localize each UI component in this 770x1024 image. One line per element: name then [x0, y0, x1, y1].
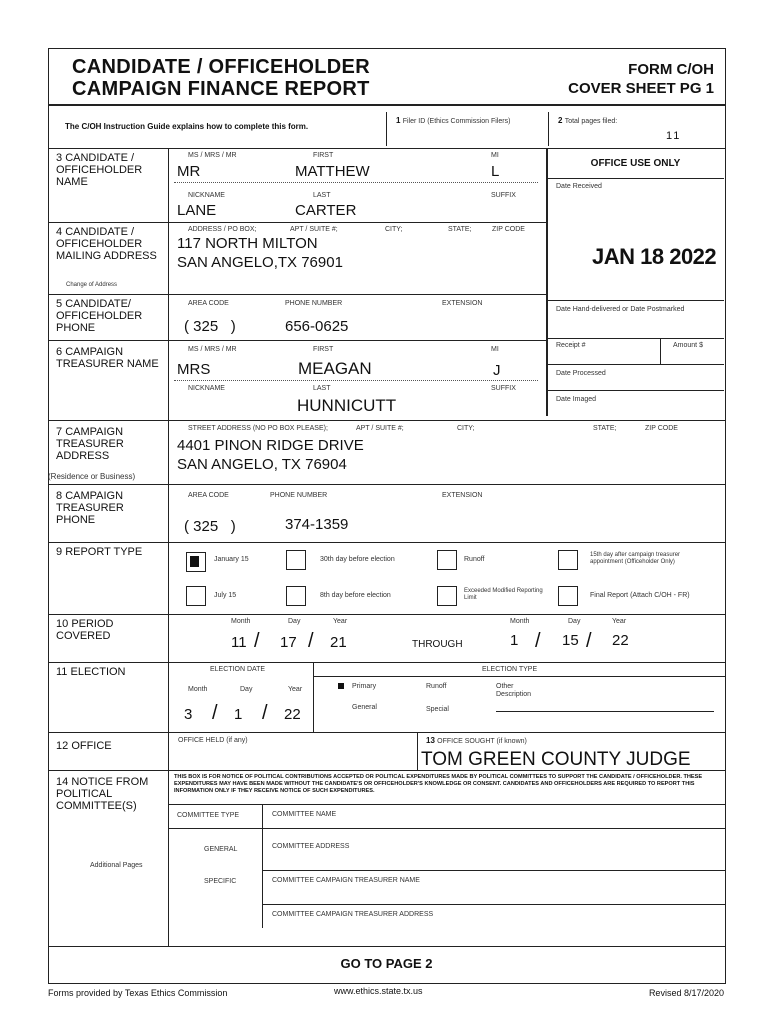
additional-pages-label: Additional Pages: [90, 862, 143, 869]
period-from-year[interactable]: 21: [330, 634, 347, 651]
period-to-slash-1: /: [535, 630, 541, 652]
period-from-year-label: Year: [333, 618, 348, 625]
treasurer-prefix-value[interactable]: MRS: [177, 361, 211, 378]
cand-area-code-value[interactable]: ( 325 ): [184, 318, 236, 335]
period-from-slash-2: /: [308, 630, 314, 652]
section-3-number: 3: [56, 152, 63, 164]
date-received-label: Date Received: [556, 183, 602, 190]
instruction-text: The C/OH Instruction Guide explains how to complete this form.: [65, 122, 309, 131]
treas-phone-value[interactable]: 374-1359: [285, 516, 349, 533]
treasurer-last-value[interactable]: HUNNICUTT: [297, 396, 397, 415]
treas-area-code-label: AREA CODE: [188, 492, 229, 499]
treasurer-suffix-label: SUFFIX: [491, 385, 516, 392]
election-special-label: Special: [426, 706, 449, 713]
section-9-label: REPORT TYPE: [65, 546, 143, 558]
cand-area-code-label: AREA CODE: [188, 300, 229, 307]
office-sought-label: OFFICE SOUGHT (if known): [437, 738, 527, 745]
section-11-number: 11: [56, 666, 68, 678]
election-day[interactable]: 1: [234, 706, 243, 723]
treasurer-mi-label: MI: [491, 346, 499, 353]
treas-state-label: STATE;: [593, 425, 617, 432]
processed-label: Date Processed: [556, 370, 606, 377]
report-8day-checkbox[interactable]: [286, 586, 306, 606]
treas-address-label: STREET ADDRESS (NO PO BOX PLEASE);: [188, 425, 328, 432]
office-held-label: OFFICE HELD (if any): [178, 737, 248, 744]
treasurer-mi-value[interactable]: J: [493, 362, 501, 379]
candidate-first-value[interactable]: MATTHEW: [295, 163, 370, 180]
section-3-label: CANDIDATE / OFFICEHOLDER NAME: [56, 152, 143, 188]
election-other-label: Other: [496, 683, 514, 690]
period-from-month[interactable]: 11: [231, 634, 247, 651]
report-exceeded-checkbox[interactable]: [437, 586, 457, 606]
report-8day-label: 8th day before election: [320, 592, 391, 599]
form-id: FORM C/OH: [628, 61, 714, 78]
mailing-state-label: STATE;: [448, 226, 472, 233]
treas-address-line2[interactable]: SAN ANGELO, TX 76904: [177, 456, 347, 473]
change-of-address-label[interactable]: Change of Address: [66, 282, 118, 288]
mailing-address-line1[interactable]: 117 NORTH MILTON: [177, 235, 318, 252]
period-from-slash-1: /: [254, 630, 260, 652]
election-date-label: ELECTION DATE: [210, 666, 266, 673]
election-month[interactable]: 3: [184, 706, 193, 723]
period-to-day-label: Day: [568, 618, 581, 625]
section-7-number: 7: [56, 426, 63, 438]
election-day-label: Day: [240, 686, 253, 693]
period-to-month[interactable]: 1: [510, 632, 519, 649]
election-general-label: General: [352, 704, 377, 711]
total-pages-number: 2: [558, 116, 563, 125]
treasurer-last-label: LAST: [313, 385, 331, 392]
section-5-number: 5: [56, 298, 63, 310]
report-runoff-label: Runoff: [464, 556, 485, 563]
report-final-label: Final Report (Attach C/OH - FR): [590, 592, 690, 599]
primary-checkbox[interactable]: [338, 683, 344, 689]
election-slash-1: /: [212, 702, 218, 724]
committee-specific-label: SPECIFIC: [204, 878, 237, 885]
treasurer-nickname-label: NICKNAME: [188, 385, 225, 392]
election-description-label: Description: [496, 691, 532, 698]
candidate-first-label: FIRST: [313, 152, 334, 159]
section-10-label: PERIOD COVERED: [56, 618, 114, 642]
candidate-last-label: LAST: [313, 192, 331, 199]
section-8-label: CAMPAIGN TREASURER PHONE: [56, 490, 124, 526]
period-to-slash-2: /: [586, 630, 592, 652]
office-sought-value[interactable]: TOM GREEN COUNTY JUDGE: [421, 749, 691, 770]
report-exceeded-label: Exceeded Modified Reporting Limit: [464, 588, 543, 601]
candidate-nickname-label: NICKNAME: [188, 192, 225, 199]
candidate-prefix-label: MS / MRS / MR: [188, 152, 237, 159]
footer-url[interactable]: www.ethics.state.tx.us: [334, 986, 423, 996]
treas-city-label: CITY;: [457, 425, 475, 432]
mailing-address-label: ADDRESS / PO BOX;: [188, 226, 257, 233]
candidate-suffix-label: SUFFIX: [491, 192, 516, 199]
section-6-number: 6: [56, 346, 63, 358]
report-jan15-label: January 15: [214, 556, 249, 563]
section-14-number: 14: [56, 776, 69, 788]
election-slash-2: /: [262, 702, 268, 724]
imaged-label: Date Imaged: [556, 396, 597, 403]
report-15day-label: 15th day after campaign treasurer appointment (Officeholder Only): [590, 552, 681, 565]
notice-text: THIS BOX IS FOR NOTICE OF POLITICAL CONTRIBUTIONS ACCEPTED OR POLITICAL EXPENDITURES MADE BY POLITICAL COMMITTEES TO SUPPORT THE CANDIDATE / OFFICEHOLDER. THESE EXPENDITURES MAY HAVE BEEN MADE WITHOUT THE CANDIDATE'S OR OFFICEHOLDER'S KNOWLEDGE OR CONSENT. CANDIDATES AND OFFICEHOLDERS ARE REQUIRED TO REPORT THIS INFORMATION ONLY IF THEY RECEIVE NOTICE OF SUCH EXPENDITURES.: [174, 774, 703, 794]
go-to-page-2: GO TO PAGE 2: [340, 956, 433, 971]
treas-address-line1[interactable]: 4401 PINON RIDGE DRIVE: [177, 437, 364, 454]
period-from-day-label: Day: [288, 618, 301, 625]
cand-phone-label: PHONE NUMBER: [285, 300, 343, 307]
election-primary-label: Primary: [352, 683, 377, 690]
election-year[interactable]: 22: [284, 706, 301, 723]
section-9-number: 9: [56, 546, 63, 558]
treas-ext-label: EXTENSION: [442, 492, 483, 499]
filer-id-number: 1: [396, 116, 401, 125]
section-14-label: NOTICE FROM POLITICAL COMMITTEE(S): [56, 776, 149, 812]
committee-name-label: COMMITTEE NAME: [272, 811, 337, 818]
candidate-prefix-value[interactable]: MR: [177, 163, 201, 180]
total-pages-value[interactable]: 11: [666, 130, 682, 142]
mailing-city-label: CITY;: [385, 226, 403, 233]
section-12-number: 12: [56, 740, 69, 752]
form-title-line1: CANDIDATE / OFFICEHOLDER: [72, 56, 370, 78]
treas-apt-label: APT / SUITE #;: [356, 425, 404, 432]
section-10-number: 10: [56, 618, 69, 630]
office-use-title: OFFICE USE ONLY: [590, 158, 681, 169]
election-month-label: Month: [188, 686, 208, 693]
report-jul15-checkbox[interactable]: [186, 586, 206, 606]
footer-provided-by: Forms provided by Texas Ethics Commission: [48, 988, 228, 998]
committee-general-label: GENERAL: [204, 846, 238, 853]
section-4-number: 4: [56, 226, 63, 238]
treas-phone-label: PHONE NUMBER: [270, 492, 328, 499]
period-to-month-label: Month: [510, 618, 530, 625]
filer-id-label: Filer ID (Ethics Commission Filers): [402, 118, 511, 125]
mailing-address-line2[interactable]: SAN ANGELO,TX 76901: [177, 254, 343, 271]
section-4-label: CANDIDATE / OFFICEHOLDER MAILING ADDRESS: [56, 226, 157, 262]
period-from-month-label: Month: [231, 618, 251, 625]
candidate-last-value[interactable]: CARTER: [295, 202, 357, 219]
treasurer-prefix-label: MS / MRS / MR: [188, 346, 237, 353]
treas-zip-label: ZIP CODE: [645, 425, 678, 432]
period-to-year-label: Year: [612, 618, 627, 625]
candidate-nickname-value[interactable]: LANE: [177, 202, 217, 219]
period-to-year[interactable]: 22: [612, 632, 629, 649]
form-title-line2: CAMPAIGN FINANCE REPORT: [72, 78, 370, 100]
cover-sheet-label: COVER SHEET PG 1: [568, 80, 714, 97]
report-30day-checkbox[interactable]: [286, 550, 306, 570]
election-type-label: ELECTION TYPE: [482, 666, 538, 673]
section-5-label: CANDIDATE/ OFFICEHOLDER PHONE: [56, 298, 143, 334]
report-final-checkbox[interactable]: [558, 586, 578, 606]
report-15day-checkbox[interactable]: [558, 550, 578, 570]
election-year-label: Year: [288, 686, 303, 693]
hand-delivered-label: Date Hand-delivered or Date Postmarked: [556, 306, 685, 313]
section-12-label: OFFICE: [71, 740, 112, 752]
candidate-mi-label: MI: [491, 152, 499, 159]
footer-revised: Revised 8/17/2020: [648, 988, 724, 998]
treasurer-first-value[interactable]: MEAGAN: [298, 359, 372, 378]
committee-type-label: COMMITTEE TYPE: [177, 812, 240, 819]
report-jul15-label: July 15: [214, 592, 237, 599]
receipt-label: Receipt #: [556, 342, 586, 349]
committee-treasurer-address-label: COMMITTEE CAMPAIGN TREASURER ADDRESS: [272, 911, 434, 918]
mailing-zip-label: ZIP CODE: [492, 226, 525, 233]
section-7-sublabel: (Residence or Business): [48, 472, 136, 481]
report-jan15-checkbox[interactable]: [186, 552, 206, 572]
date-received-stamp: JAN 18 2022: [592, 244, 717, 269]
cand-phone-value[interactable]: 656-0625: [285, 318, 349, 335]
candidate-mi-value[interactable]: L: [491, 163, 500, 180]
period-through: THROUGH: [412, 639, 463, 650]
total-pages-label: Total pages filed:: [564, 118, 618, 125]
amount-label: Amount $: [673, 342, 703, 349]
mailing-apt-label: APT / SUITE #;: [290, 226, 338, 233]
treasurer-first-label: FIRST: [313, 346, 334, 353]
election-runoff-label: Runoff: [426, 683, 447, 690]
cand-ext-label: EXTENSION: [442, 300, 483, 307]
treas-area-code-value[interactable]: ( 325 ): [184, 518, 236, 535]
period-from-day[interactable]: 17: [280, 634, 297, 651]
committee-treasurer-name-label: COMMITTEE CAMPAIGN TREASURER NAME: [272, 877, 420, 884]
section-11-label: ELECTION: [70, 666, 126, 678]
committee-address-label: COMMITTEE ADDRESS: [272, 843, 350, 850]
section-6-label: CAMPAIGN TREASURER NAME: [56, 346, 159, 370]
report-30day-label: 30th day before election: [320, 556, 395, 563]
section-7-label: CAMPAIGN TREASURER ADDRESS: [56, 426, 124, 462]
section-8-number: 8: [56, 490, 63, 502]
section-13-number: 13: [426, 736, 435, 745]
report-runoff-checkbox[interactable]: [437, 550, 457, 570]
period-to-day[interactable]: 15: [562, 632, 579, 649]
